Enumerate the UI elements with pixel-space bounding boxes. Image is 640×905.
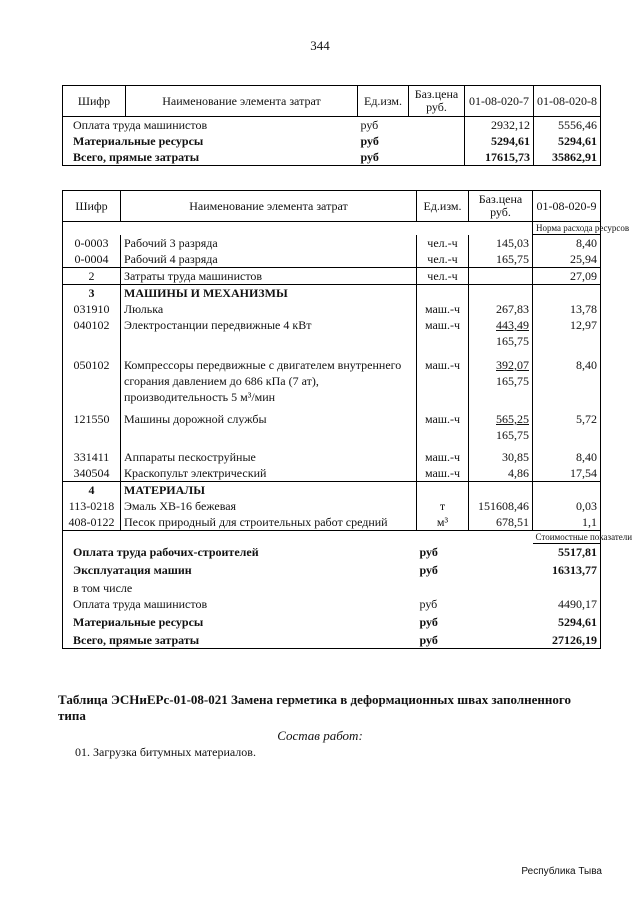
total-name: Оплата труда рабочих-строителей [73, 544, 259, 559]
section-title: МАТЕРИАЛЫ [121, 482, 417, 499]
total-row [63, 596, 601, 614]
row-unit: маш.-ч [417, 301, 469, 317]
table-row [63, 405, 601, 443]
row-unit: маш.-ч [417, 465, 469, 482]
header-unit: Ед.изм. [358, 86, 409, 117]
total-unit: руб [419, 544, 438, 559]
row-unit: руб [360, 118, 379, 132]
row-code: 331411 [63, 443, 121, 465]
table-row [63, 301, 601, 317]
table-row [63, 317, 601, 349]
row-value: 12,97 [570, 318, 597, 332]
table-row [63, 268, 601, 285]
header-price: Баз.цена руб. [409, 86, 465, 117]
footer-region: Республика Тыва [521, 866, 602, 877]
row-col-b: 35862,91 [552, 150, 597, 164]
row-name: Материальные ресурсы [73, 134, 204, 148]
row-col-b: 5556,46 [558, 118, 597, 132]
row-name: Песок природный для строительных работ средний [121, 514, 417, 531]
row-price-secondary: 165,75 [496, 374, 529, 388]
cost-label-row [63, 531, 601, 544]
header-code: Шифр [63, 86, 126, 117]
header-col-a: 01-08-020-9 [533, 191, 601, 222]
work-composition-heading: Состав работ: [277, 728, 363, 743]
cost-label: Стоимостные показатели [533, 531, 601, 544]
row-unit: руб [360, 150, 379, 164]
row-code: 050102 [63, 349, 121, 405]
row-price: 165,75 [469, 251, 533, 268]
row-col-a: 17615,73 [465, 149, 534, 166]
total-value: 4490,17 [558, 597, 597, 611]
row-name: Рабочий 3 разряда [121, 235, 417, 252]
row-unit: чел.-ч [417, 235, 469, 252]
table-row [63, 514, 601, 531]
row-value: 8,40 [576, 450, 597, 464]
total-row [63, 562, 601, 580]
row-price: 267,83 [469, 301, 533, 317]
total-unit: руб [419, 633, 438, 647]
total-row [63, 580, 601, 596]
row-value: 25,94 [570, 252, 597, 266]
row-col-a: 2932,12 [465, 117, 534, 134]
row-price-secondary: 165,75 [496, 334, 529, 348]
table-row [63, 443, 601, 465]
table-row [63, 235, 601, 252]
row-value: 8,40 [576, 358, 597, 372]
row-value: 17,54 [533, 465, 601, 482]
row-value: 5,72 [576, 412, 597, 426]
row-price: 151608,46 [469, 498, 533, 514]
row-unit: маш.-ч [417, 349, 469, 405]
row-price: 145,03 [469, 235, 533, 252]
row-value: 1,1 [582, 515, 597, 529]
row-name: Всего, прямые затраты [73, 150, 200, 164]
row-name: Рабочий 4 разряда [121, 251, 417, 268]
row-price-secondary: 165,75 [496, 428, 529, 442]
section-row [63, 482, 601, 499]
norm-label: Норма расхода ресурсов [533, 222, 601, 235]
row-col-b: 5294,61 [558, 134, 597, 148]
table-header-row [63, 86, 601, 117]
row-name: Оплата труда машинистов [73, 118, 208, 132]
row-code: 0-0004 [63, 251, 121, 268]
row-unit: чел.-ч [417, 251, 469, 268]
total-name: Оплата труда машинистов [73, 597, 208, 611]
row-price: 565,25 [496, 412, 529, 426]
row-code: 2 [63, 268, 121, 285]
work-item: 01. Загрузка битумных материалов. [75, 745, 256, 759]
row-price: 392,07 [496, 358, 529, 372]
cost-table-2 [62, 190, 633, 649]
total-unit: руб [419, 563, 438, 577]
total-unit [417, 580, 469, 596]
total-value: 5517,81 [558, 545, 597, 559]
table-row [63, 133, 601, 149]
row-unit: маш.-ч [417, 317, 469, 349]
total-value: 5294,61 [558, 615, 597, 629]
table-row [63, 465, 601, 482]
row-code: 040102 [63, 317, 121, 349]
total-name: Материальные ресурсы [73, 615, 204, 629]
row-code: 121550 [63, 405, 121, 443]
row-name: Краскопульт электрический [121, 465, 417, 482]
header-col-a: 01-08-020-7 [465, 86, 534, 117]
total-row [63, 632, 601, 649]
total-value: 16313,77 [552, 563, 597, 577]
row-price: 443,49 [496, 318, 529, 332]
row-name: Эмаль ХВ-16 бежевая [121, 498, 417, 514]
total-row [63, 544, 601, 563]
total-name: Эксплуатация машин [73, 563, 192, 577]
section-code: 3 [63, 285, 121, 302]
row-value: 13,78 [570, 302, 597, 316]
row-value: 27,09 [533, 268, 601, 285]
row-price-cell [469, 405, 533, 443]
section-title: МАШИНЫ И МЕХАНИЗМЫ [121, 285, 417, 302]
total-name: Всего, прямые затраты [73, 633, 200, 647]
row-price-cell [469, 349, 533, 405]
row-price: 4,86 [469, 465, 533, 482]
table-row [63, 149, 601, 166]
row-name: Люлька [121, 301, 417, 317]
total-unit: руб [419, 597, 438, 611]
header-col-b: 01-08-020-8 [534, 86, 601, 117]
header-code: Шифр [63, 191, 121, 222]
total-value [533, 580, 601, 596]
row-code: 0-0003 [63, 235, 121, 252]
row-unit: т [417, 498, 469, 514]
row-code: 340504 [63, 465, 121, 482]
page-number: 344 [310, 38, 330, 53]
row-code: 408-0122 [63, 514, 121, 531]
row-price: 678,51 [469, 514, 533, 531]
total-name: в том числе [73, 581, 133, 595]
table-row [63, 251, 601, 268]
header-unit: Ед.изм. [417, 191, 469, 222]
row-value: 0,03 [576, 499, 597, 513]
header-name: Наименование элемента затрат [121, 191, 417, 222]
header-name: Наименование элемента затрат [126, 86, 358, 117]
document-title: Таблица ЭСНиЕРс-01-08-021 Замена герметика в деформационных швах заполненного типа [58, 692, 571, 723]
norm-label-row [63, 222, 601, 235]
row-col-a: 5294,61 [465, 133, 534, 149]
section-code: 4 [63, 482, 121, 499]
total-row [63, 614, 601, 632]
table-row [63, 498, 601, 514]
row-name: Электростанции передвижные 4 кВт [121, 317, 417, 349]
row-unit: маш.-ч [417, 443, 469, 465]
row-value: 8,40 [576, 236, 597, 250]
row-price: 30,85 [469, 443, 533, 465]
table-header-row [63, 191, 601, 222]
row-code: 113-0218 [63, 498, 121, 514]
row-unit: маш.-ч [417, 405, 469, 443]
row-price-cell [469, 317, 533, 349]
row-unit: руб [360, 134, 379, 148]
section-row [63, 285, 601, 302]
row-unit: чел.-ч [417, 268, 469, 285]
table-row [63, 349, 601, 405]
row-name: Затраты труда машинистов [121, 268, 417, 285]
header-price: Баз.цена руб. [469, 191, 533, 222]
row-name: Машины дорожной службы [121, 405, 417, 443]
row-name: Компрессоры передвижные с двигателем внутреннего сгорания давлением до 686 кПа (7 ат), производительность 5 м³/мин [121, 349, 417, 405]
table-row [63, 117, 601, 134]
row-name: Аппараты пескоструйные [121, 443, 417, 465]
total-unit: руб [419, 615, 438, 629]
cost-table-1 [62, 85, 601, 166]
total-value: 27126,19 [552, 633, 597, 647]
row-unit: м³ [417, 514, 469, 531]
row-code: 031910 [63, 301, 121, 317]
